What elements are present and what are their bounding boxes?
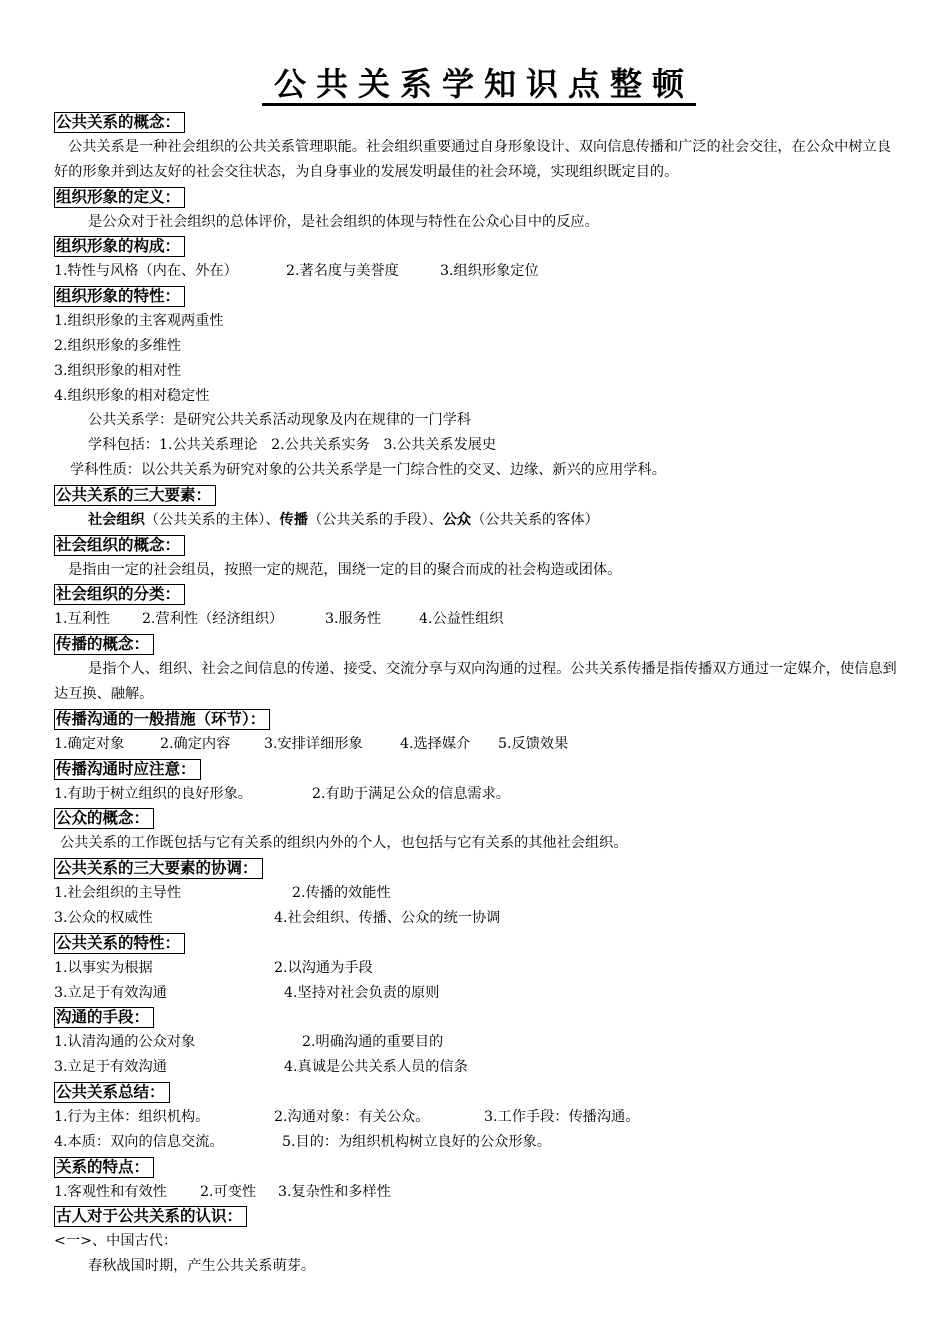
section-public-concept <box>54 806 904 856</box>
list-item: 3.立足于有效沟通 <box>54 1059 167 1076</box>
section-communication-steps <box>54 707 904 757</box>
document-page <box>54 62 904 1279</box>
list-item: 4.组织形象的相对稳定性 <box>54 387 210 404</box>
list-item: 5.目的：为组织机构树立良好的公众形象。 <box>282 1133 551 1150</box>
note-line: 公共关系学：是研究公共关系活动现象及内在规律的一门学科 <box>88 412 472 429</box>
section-heading: 公共关系的特性： <box>54 933 185 954</box>
section-heading: 社会组织的概念： <box>54 535 185 556</box>
item-row <box>54 607 904 632</box>
note-line: 春秋战国时期，产生公共关系萌芽。 <box>88 1258 316 1275</box>
list-item: 1.有助于树立组织的良好形象。 <box>54 785 252 802</box>
document-title <box>54 62 904 106</box>
document-title-text: 公共关系学知识点整顿 <box>262 65 696 106</box>
item-row <box>54 881 904 906</box>
section-heading: 公共关系的三大要素的协调： <box>54 858 263 879</box>
section-image-features <box>54 284 904 483</box>
section-heading: 公共关系的三大要素： <box>54 485 216 506</box>
list-item: 2.明确沟通的重要目的 <box>302 1034 444 1051</box>
list-item: 3.立足于有效沟通 <box>54 984 167 1001</box>
list-item: 1.认清沟通的公众对象 <box>54 1034 196 1051</box>
list-item: 1.以事实为根据 <box>54 959 153 976</box>
element-term: 社会组织 <box>88 511 145 528</box>
section-paragraph: 公共关系是一种社会组织的公共关系管理职能。社会组织重要通过自身形象设计、双向信息传播和广泛的社会交往，在公众中树立良好的形象并到达友好的社会交往状态，为自身事业的发展发明最佳的社会环境，实现组织既定目的。 <box>54 139 891 180</box>
section-paragraph: 是指由一定的社会组员，按照一定的规范，围绕一定的目的聚合而成的社会构造或团体。 <box>68 561 622 578</box>
section-communication-means <box>54 1005 904 1080</box>
list-item: 5.反馈效果 <box>498 735 569 752</box>
list-item: 2.组织形象的多维性 <box>54 337 182 354</box>
section-heading: 传播沟通的一般措施（环节）： <box>54 709 270 730</box>
list-item: 2.有助于满足公众的信息需求。 <box>312 785 510 802</box>
section-heading: 公共关系的概念： <box>54 112 185 133</box>
list-item: 3.复杂性和多样性 <box>278 1183 391 1200</box>
item-row <box>54 906 904 931</box>
element-term: 传播 <box>279 511 308 528</box>
section-elements-coordination <box>54 856 904 931</box>
section-heading: 古人对于公共关系的认识： <box>54 1206 247 1227</box>
item-row <box>54 1030 904 1055</box>
item-row <box>54 956 904 981</box>
list-item: 1.社会组织的主导性 <box>54 885 182 902</box>
item-row <box>54 1130 904 1155</box>
note-line: 学科性质：以公共关系为研究对象的公共关系学是一门综合性的交叉、边缘、新兴的应用学科。 <box>70 461 666 478</box>
section-heading: 传播沟通时应注意： <box>54 759 201 780</box>
section-communication-concept <box>54 632 904 707</box>
list-item: 2.可变性 <box>200 1183 257 1200</box>
section-heading: 传播的概念： <box>54 634 154 655</box>
list-item: 3.服务性 <box>325 611 382 628</box>
list-item: 2.传播的效能性 <box>292 885 391 902</box>
list-item: 4.本质：双向的信息交流。 <box>54 1133 224 1150</box>
list-item: 3.安排详细形象 <box>264 735 363 752</box>
list-item: 2.著名度与美誉度 <box>286 263 399 280</box>
list-item: 1.客观性和有效性 <box>54 1183 167 1200</box>
list-item: 3.组织形象定位 <box>440 263 539 280</box>
section-relation-features <box>54 1155 904 1205</box>
element-desc: （公共关系的手段）、 <box>307 511 443 528</box>
section-paragraph: 是公众对于社会组织的总体评价，是社会组织的体现与特性在公众心目中的反应。 <box>88 213 599 230</box>
section-heading: 社会组织的分类： <box>54 584 185 605</box>
section-paragraph: 是指个人、组织、社会之间信息的传递、接受、交流分享与双向沟通的过程。公共关系传播是指传播双方通过一定媒介，使信息到达互换、融解。 <box>54 661 897 702</box>
item-row <box>54 1105 904 1130</box>
section-ancient-views <box>54 1204 904 1279</box>
list-item: 1.组织形象的主客观两重性 <box>54 313 224 330</box>
subheading-line: <一>、中国古代： <box>54 1233 178 1250</box>
section-heading: 公众的概念： <box>54 808 154 829</box>
section-pr-features <box>54 931 904 1006</box>
element-desc: （公共关系的客体） <box>471 511 599 528</box>
section-heading: 公共关系总结： <box>54 1082 170 1103</box>
section-paragraph: 公共关系的工作既包括与它有关系的组织内外的个人，也包括与它有关系的其他社会组织。 <box>60 835 628 852</box>
list-item: 1.确定对象 <box>54 735 125 752</box>
list-item: 1.特性与风格（内在、外在） <box>54 263 238 280</box>
list-item: 4.坚持对社会负责的原则 <box>284 984 440 1001</box>
item-row <box>54 259 904 284</box>
section-org-classification <box>54 582 904 632</box>
list-item: 4.选择媒介 <box>400 735 471 752</box>
list-item: 2.以沟通为手段 <box>274 959 373 976</box>
item-row <box>54 732 904 757</box>
element-desc: （公共关系的主体）、 <box>144 511 280 528</box>
section-image-composition <box>54 234 904 284</box>
section-pr-summary <box>54 1080 904 1155</box>
list-item: 1.互利性 <box>54 611 111 628</box>
section-heading: 组织形象的构成： <box>54 236 185 257</box>
section-heading: 组织形象的定义： <box>54 187 185 208</box>
item-row <box>54 1055 904 1080</box>
section-org-concept <box>54 533 904 583</box>
section-heading: 关系的特点： <box>54 1157 154 1178</box>
list-item: 2.确定内容 <box>160 735 231 752</box>
list-item: 3.工作手段：传播沟通。 <box>484 1108 640 1125</box>
element-term: 公众 <box>442 511 472 528</box>
list-item: 4.公益性组织 <box>419 611 504 628</box>
section-three-elements <box>54 483 904 533</box>
section-image-definition <box>54 185 904 235</box>
list-item: 2.沟通对象：有关公众。 <box>274 1108 430 1125</box>
list-item: 2.营利性（经济组织） <box>142 611 284 628</box>
list-item: 4.真诚是公共关系人员的信条 <box>284 1059 468 1076</box>
section-communication-notes <box>54 757 904 807</box>
item-row <box>54 1180 904 1205</box>
list-item: 3.组织形象的相对性 <box>54 362 182 379</box>
list-item: 1.行为主体：组织机构。 <box>54 1108 210 1125</box>
item-row <box>54 782 904 807</box>
list-item: 3.公众的权威性 <box>54 909 153 926</box>
elements-line <box>54 508 904 533</box>
item-row <box>54 981 904 1006</box>
section-heading: 沟通的手段： <box>54 1007 154 1028</box>
section-heading: 组织形象的特性： <box>54 286 185 307</box>
list-item: 4.社会组织、传播、公众的统一协调 <box>274 909 501 926</box>
section-pr-concept <box>54 110 904 185</box>
note-line: 学科包括：1.公共关系理论 2.公共关系实务 3.公共关系发展史 <box>88 437 497 454</box>
